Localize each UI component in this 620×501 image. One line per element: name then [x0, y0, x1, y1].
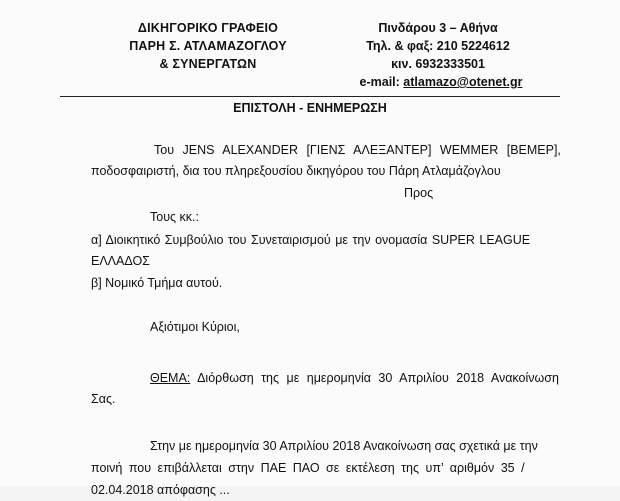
to-label: Προς	[404, 186, 434, 200]
recipient-a-line-2: ΕΛΛΑΔΟΣ	[91, 254, 150, 268]
subject-text: Διόρθωση της με ημερομηνία 30 Απριλίου 2018 Ανακοίνωση	[190, 371, 559, 385]
email-label: e-mail:	[359, 75, 404, 89]
firm-name-line2: ΠΑΡΗ Σ. ΑΤΛΑΜΑΖΟΓΛΟΥ	[129, 39, 287, 53]
paragraph-line-2: ποινή που επιβάλλεται στην ΠΑΕ ΠΑΟ σε εκτέλεση της υπ’ αριθμόν 35 /	[91, 461, 525, 475]
firm-email	[344, 73, 538, 91]
firm-name-line1: ΔΙΚΗΓΟΡΙΚΟ ΓΡΑΦΕΙΟ	[137, 21, 279, 35]
firm-mobile: κιν. 6932333501	[391, 57, 485, 71]
email-address: atlamazo@otenet.gr	[403, 75, 523, 89]
subject-line-2: Σας.	[91, 392, 116, 406]
contact-header	[338, 19, 538, 91]
from-line-1: Του JENS ALEXANDER [ΓΙΕΝΣ ΑΛΕΞΑΝΤΕΡ] WEMMER [ΒΕΜΕΡ],	[154, 143, 561, 157]
firm-name-line3: & ΣΥΝΕΡΓΑΤΩΝ	[159, 57, 257, 71]
firm-phone: Τηλ. & φαξ: 210 5224612	[366, 39, 510, 53]
recipient-a-line-1: α] Διοικητικό Συμβούλιο του Συνεταιρισμού με την ονομασία SUPER LEAGUE	[91, 233, 531, 247]
subject-line-1	[150, 368, 559, 389]
paragraph-line-3: 02.04.2018 απόφασης ...	[91, 483, 230, 497]
salutation: Αξιότιμοι Κύριοι,	[150, 320, 240, 334]
recipient-b: β] Νομικό Τμήμα αυτού.	[91, 276, 223, 290]
header-divider	[60, 96, 560, 97]
from-line-2: ποδοσφαιριστή, δια του πληρεξουσίου δικηγόρου του Πάρη Ατλαμάζογλου	[91, 164, 501, 178]
subject-label: ΘΕΜΑ:	[150, 371, 191, 385]
paragraph-line-1: Στην με ημερομηνία 30 Απριλίου 2018 Ανακοίνωση σας σχετικά με την	[150, 439, 538, 453]
recipients-label: Τους κκ.:	[150, 210, 199, 224]
document-title: ΕΠΙΣΤΟΛΗ - ΕΝΗΜΕΡΩΣΗ	[233, 101, 387, 115]
law-firm-header	[128, 19, 288, 73]
firm-address: Πινδάρου 3 – Αθήνα	[378, 21, 498, 35]
